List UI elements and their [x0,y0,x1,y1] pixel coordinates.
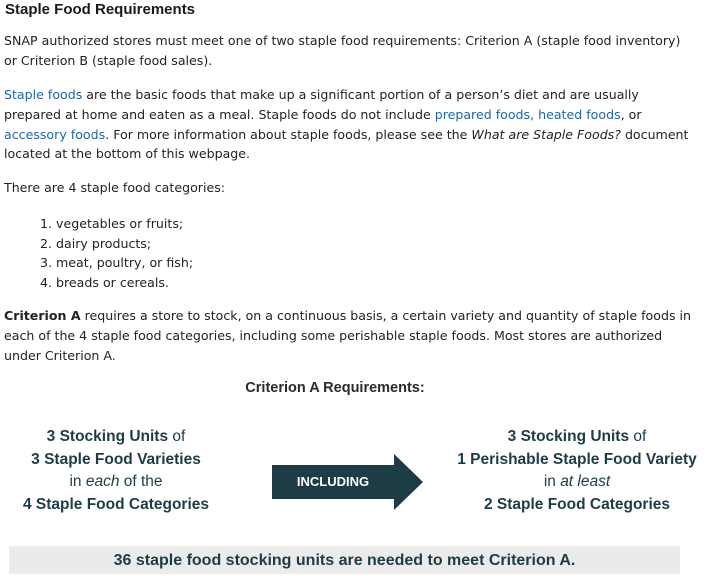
left-line-1-rest: of [168,428,186,445]
left-line-1-bold: 3 Stocking Units [46,428,169,445]
including-label: INCLUDING [296,474,370,489]
accessory-foods-link[interactable]: accessory foods [4,126,106,142]
staple-foods-paragraph [4,85,696,164]
page-heading: Staple Food Requirements [5,1,196,18]
left-line-3-italic: each [85,473,120,491]
prepared-heated-foods-link[interactable]: prepared foods, heated foods [434,106,621,122]
right-line-1-rest: of [629,428,647,445]
list-item: 3. meat, poultry, or fish; [40,255,194,270]
staple-categories-list [40,214,193,292]
categories-intro: There are 4 staple food categories: [4,180,226,195]
staple-foods-link[interactable]: Staple foods [4,87,83,102]
staple-text-2: , or [620,106,642,122]
staple-text-4: document located at the bottom of this webpage. [4,126,689,162]
left-line-3-post: of the [119,473,163,491]
right-requirement-box [440,426,707,517]
list-item: 1. vegetables or fruits; [40,216,184,231]
document-title: What are Staple Foods? [471,126,621,142]
right-line-2: 1 Perishable Staple Food Variety [457,450,697,468]
right-line-3-italic: at least [560,473,611,491]
right-line-4: 2 Staple Food Categories [483,496,671,514]
list-item: 2. dairy products; [40,235,152,251]
left-line-2: 3 Staple Food Varieties [31,450,201,468]
criterion-a-text: requires a store to stock, on a continuous basis, a certain variety and quantity of staple foods in each of the 4 staple food categories, including some perishable staple foods. Most stores are authorized under Criterion A. [4,308,691,363]
criterion-a-paragraph [4,306,696,365]
list-item: 4. breads or cereals. [40,274,169,290]
intro-paragraph: SNAP authorized stores must meet one of two staple food requirements: Criterion A (staple food inventory) or Criterion B (staple food sales). [4,33,681,68]
staple-text-3: . For more information about staple foods, please see the [105,126,472,142]
right-line-3-pre: in [543,473,561,491]
summary-banner: 36 staple food stocking units are needed to meet Criterion A. [9,546,680,574]
staple-text-1: are the basic foods that make up a significant portion of a person’s diet and are usually prepared at home and eaten as a meal. Staple foods do not include [4,87,639,122]
left-line-3-pre: in [69,473,86,491]
criterion-a-term: Criterion A [4,308,81,323]
left-requirement-box [0,426,232,517]
left-line-4: 4 Staple Food Categories [22,496,210,514]
right-line-1-bold: 3 Stocking Units [507,428,630,445]
criterion-a-requirements-title: Criterion A Requirements: [245,380,425,396]
